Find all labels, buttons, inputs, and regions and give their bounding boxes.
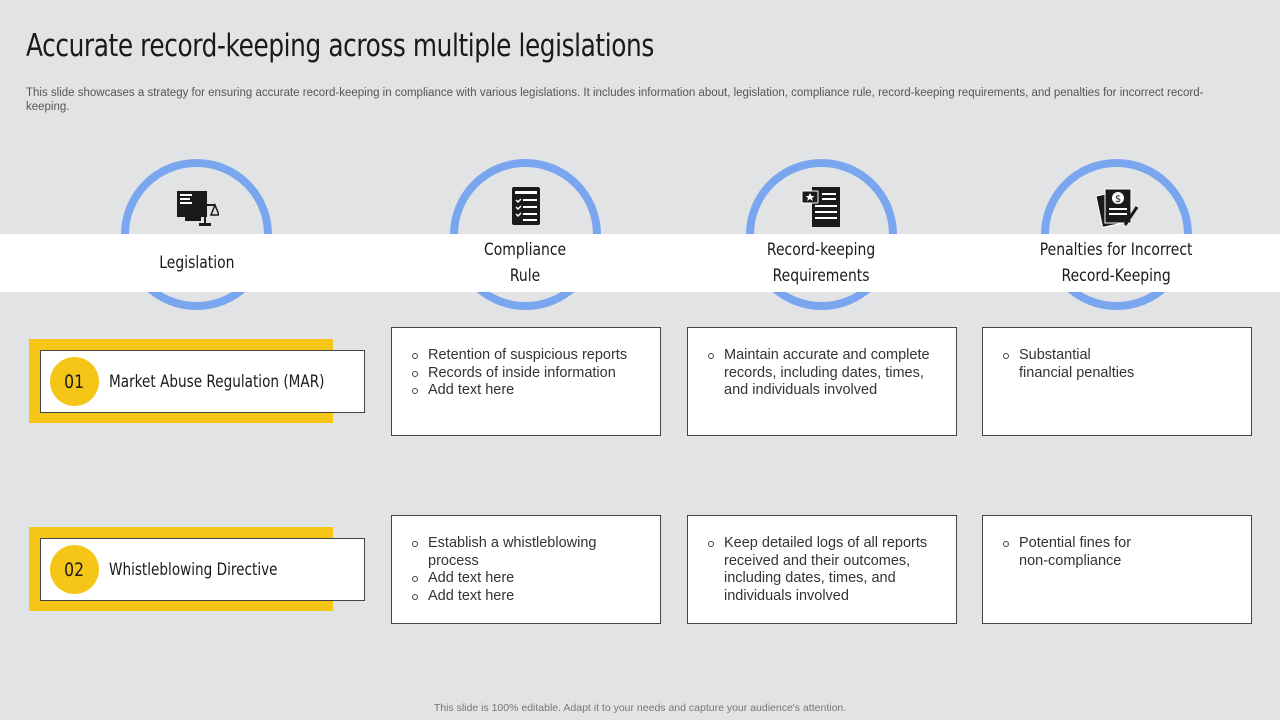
column-header-penalties: Penalties for Incorrect Record-Keeping (1039, 240, 1193, 286)
row-number-badge: 02 (50, 545, 99, 594)
legislation-card-1 (40, 350, 365, 413)
list-item: Keep detailed logs of all reports received and their outcomes, including dates, times, and individuals involved (706, 535, 942, 605)
requirements-cell-1 (687, 327, 957, 436)
penalties-cell-2 (982, 515, 1252, 624)
requirements-cell-2 (687, 515, 957, 624)
row-number-badge: 01 (50, 357, 99, 406)
legislation-name: Market Abuse Regulation (MAR) (109, 371, 325, 392)
list-item: Retention of suspicious reports (410, 347, 646, 365)
slide-subtitle: This slide showcases a strategy for ensuring accurate record-keeping in compliance with various legislations. It includes information about, legislation, compliance rule, record-keeping requirements, and penalties for incorrect record-keeping. (26, 87, 1204, 113)
column-header-legislation: Legislation (159, 253, 235, 273)
scales-document-icon (175, 185, 219, 229)
list-item: Establish a whistleblowing process (410, 535, 600, 570)
list-item: Add text here (410, 588, 600, 606)
list-item: Potential fines for non-compliance (1001, 535, 1151, 570)
column-header-requirements: Record-keeping Requirements (766, 240, 876, 286)
compliance-rule-cell-2 (391, 515, 661, 624)
compliance-rule-cell-1 (391, 327, 661, 436)
legislation-card-2 (40, 538, 365, 601)
penalties-cell-1 (982, 327, 1252, 436)
legislation-name: Whistleblowing Directive (109, 559, 278, 580)
list-item: Records of inside information (410, 365, 646, 383)
column-header-compliance-rule: Compliance Rule (483, 240, 567, 286)
list-item: Maintain accurate and complete records, including dates, times, and individuals involved (706, 347, 942, 400)
slide-title: Accurate record-keeping across multiple legislations (26, 28, 654, 64)
list-item: Add text here (410, 382, 646, 400)
list-item: Substantial financial penalties (1001, 347, 1141, 382)
footer-note: This slide is 100% editable. Adapt it to your needs and capture your audience's attention. (433, 702, 847, 714)
checklist-icon (504, 185, 548, 229)
list-item: Add text here (410, 570, 600, 588)
dollar-documents-icon (1095, 185, 1139, 229)
svg-text:$: $ (1114, 194, 1121, 205)
star-records-icon (800, 185, 844, 229)
